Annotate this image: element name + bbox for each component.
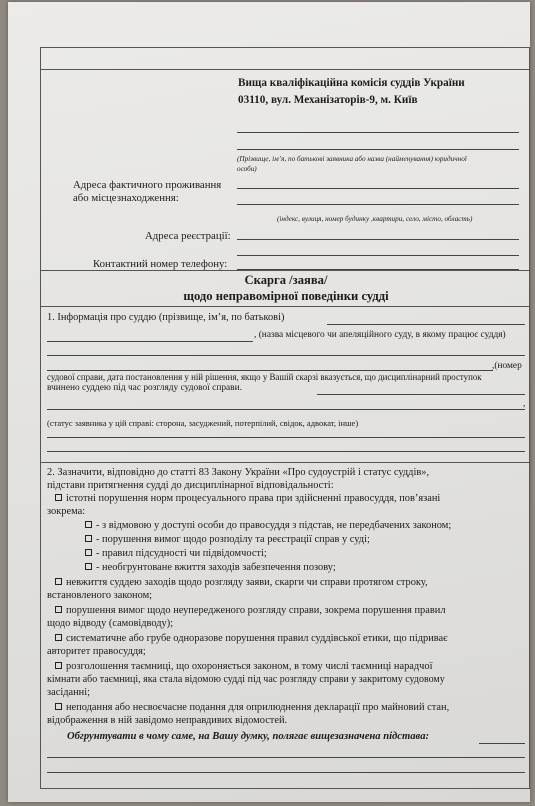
applicant-name-hint-2: особи) xyxy=(237,165,257,173)
ground-item-procedural[interactable]: істотні порушення норм процесуального права при здійсненні правосуддя, пов’язані xyxy=(55,493,440,505)
applicant-status-hint: (статус заявника у цій справі: сторона, засуджений, потерпілий, свідок, адвокат, інше) xyxy=(47,418,359,428)
subitem-security[interactable]: - необгрунтоване вжиття заходів забезпечення позову; xyxy=(85,562,336,574)
grounds-intro: 2. Зазначити, відповідно до статті 83 Закону України «Про судоустрій і статус суддів», xyxy=(47,467,430,478)
court-name-line-2[interactable] xyxy=(47,355,525,356)
form-subtitle: щодо неправомірної поведінки судді xyxy=(183,289,389,303)
ground-item-secrecy-cont-2: засіданні; xyxy=(47,687,91,698)
ground-item-impartiality-cont: щодо відводу (самовідводу); xyxy=(47,618,174,629)
comma-mark: , xyxy=(523,399,526,409)
subitem-jurisdiction[interactable]: - правил підсудності чи підвідомчості; xyxy=(85,548,267,560)
checkbox[interactable] xyxy=(55,662,62,669)
checkbox[interactable] xyxy=(85,521,92,528)
ground-item-ethics-cont: авторитет правосуддя; xyxy=(47,646,146,657)
case-details-line[interactable] xyxy=(317,394,525,395)
checkbox[interactable] xyxy=(55,606,62,613)
applicant-name-hint: (Прізвище, ім’я, по батькові заявника або назва (найменування) юридичної xyxy=(237,155,467,163)
status-line[interactable] xyxy=(47,437,525,438)
residence-label-2: або місцезнаходження: xyxy=(73,192,179,204)
case-info-text: судової справи, дата постановлення у ній рішення, якщо у Вашій скарзі вказується, що дисциплінарний проступок xyxy=(47,372,482,382)
header-rule xyxy=(41,69,529,70)
section2-top-rule xyxy=(41,462,529,463)
checkbox[interactable] xyxy=(55,578,62,585)
phone-label: Контактний номер телефону: xyxy=(93,258,228,270)
justification-prompt: Обгрунтувати в чому саме, на Вашу думку, полягає вищезазначена підстава: xyxy=(67,731,430,742)
residence-label: Адреса фактичного проживання xyxy=(73,179,222,191)
justification-line-2[interactable] xyxy=(47,757,525,758)
checkbox[interactable] xyxy=(85,563,92,570)
ground-item-ethics[interactable]: систематичне або грубе одноразове порушення правил суддівської етики, що підриває xyxy=(55,633,448,645)
justification-line-3[interactable] xyxy=(47,772,525,773)
grounds-intro-2: підстави притягнення судді до дисциплінарної відповідальності: xyxy=(47,480,334,491)
ground-item-delay-cont: встановленого законом; xyxy=(47,590,153,601)
form-frame xyxy=(40,47,530,789)
ground-item-impartiality[interactable]: порушення вимог щодо неупередженого розгляду справи, зокрема порушення правил xyxy=(55,605,446,617)
addressee-line1: Вища кваліфікаційна комісія суддів України xyxy=(238,77,465,89)
court-hint: , (назва місцевого чи апеляційного суду, в якому працює суддя) xyxy=(254,330,506,340)
addressee-line2: 03110, вул. Механізаторів-9, м. Київ xyxy=(238,94,418,106)
checkbox[interactable] xyxy=(55,703,62,710)
court-name-line[interactable] xyxy=(47,341,253,342)
registration-line[interactable] xyxy=(237,239,519,240)
judge-info-label: 1. Інформація про суддю (прізвище, ім’я, по батькові) xyxy=(47,312,285,323)
title-top-rule xyxy=(41,270,529,271)
ground-item-procedural-cont: зокрема: xyxy=(47,506,86,517)
ground-item-declaration-cont: відображення в ній завідомо неправдивих відомостей. xyxy=(47,715,288,726)
address-hint: (індекс, вулиця, номер будинку ,квартири, село, місто, область) xyxy=(277,215,473,223)
ground-item-secrecy[interactable]: розголошення таємниці, що охороняється законом, в тому числі таємниці нарадчої xyxy=(55,661,432,673)
section1-top-rule xyxy=(41,306,529,307)
document-page xyxy=(8,2,530,802)
checkbox[interactable] xyxy=(85,549,92,556)
subitem-access[interactable]: - з відмовою у доступі особи до правосуддя з підстав, не передбачених законом; xyxy=(85,520,451,532)
applicant-name-line-2[interactable] xyxy=(237,149,519,150)
residence-line-2[interactable] xyxy=(237,204,519,205)
residence-line[interactable] xyxy=(237,188,519,189)
form-title: Скарга /заява/ xyxy=(244,273,328,287)
justification-line[interactable] xyxy=(479,743,525,744)
checkbox[interactable] xyxy=(85,535,92,542)
applicant-name-line[interactable] xyxy=(237,132,519,133)
case-number-hint: ,(номер xyxy=(492,361,522,371)
ground-item-delay[interactable]: невжиття суддею заходів щодо розгляду заяви, скарги чи справи протягом строку, xyxy=(55,577,428,589)
subitem-distribution[interactable]: - порушення вимог щодо розподілу та реєстрації справ у суді; xyxy=(85,534,370,546)
status-line-2[interactable] xyxy=(47,451,525,452)
checkbox[interactable] xyxy=(55,634,62,641)
case-details-line-2[interactable] xyxy=(47,409,525,410)
ground-item-secrecy-cont: кімнати або таємниці, яка стала відомою судді під час розгляду справи у закритому судовому xyxy=(47,674,445,685)
registration-label: Адреса реєстрації: xyxy=(145,230,231,242)
checkbox[interactable] xyxy=(55,494,62,501)
case-info-text-2: вчинено суддею під час розгляду судової справи. xyxy=(47,383,242,393)
registration-line-2[interactable] xyxy=(237,255,519,256)
ground-item-declaration[interactable]: неподання або несвоєчасне подання для оприлюднення декларації про майновий стан, xyxy=(55,702,449,714)
judge-name-line[interactable] xyxy=(327,324,525,325)
